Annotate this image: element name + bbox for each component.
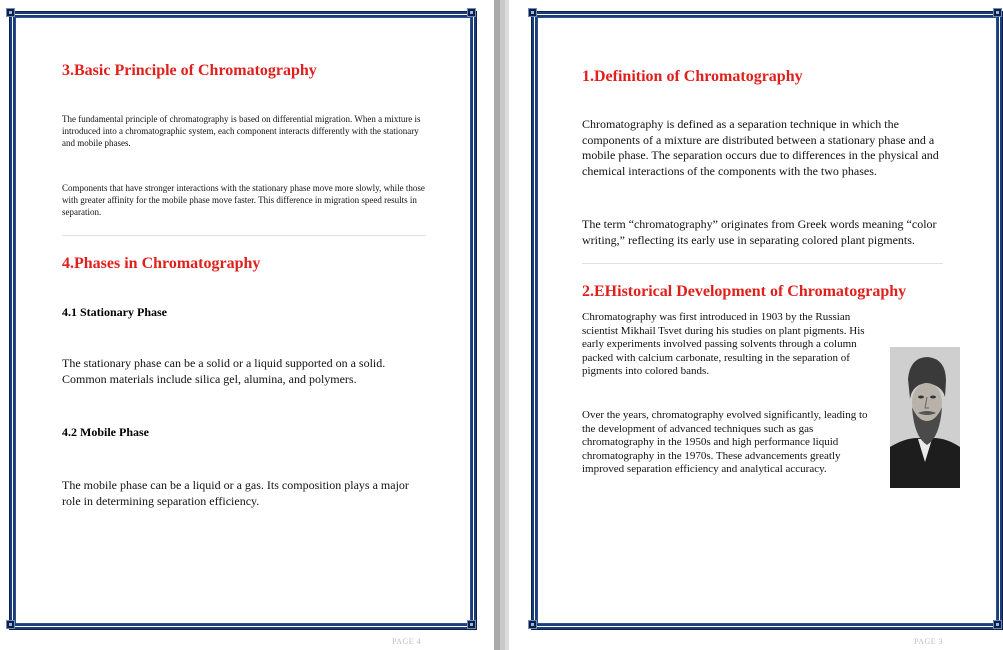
corner-ornament-icon (467, 8, 476, 17)
corner-ornament-icon (467, 620, 476, 629)
corner-ornament-icon (528, 620, 537, 629)
document-page-3 (509, 0, 1003, 650)
section-3-heading: 3.Basic Principle of Chromatography (62, 62, 317, 79)
section-3-paragraph-1: The fundamental principle of chromatography is based on differential migration. When a mixture is introduced into a chromatographic system, each component interacts differently with the stationary and mobile phases. (62, 114, 421, 148)
history-paragraph-2: Over the years, chromatography evolved significantly, leading to the development of advanced techniques such as gas chromatography in the 1950s and high performance liquid chromatography in the 1970s. These advancements greatly improved separation efficiency and analytical accuracy. (582, 408, 868, 476)
page-number: PAGE 3 (914, 637, 944, 646)
corner-ornament-icon (528, 8, 537, 17)
section-2-heading: 2.EHistorical Development of Chromatography (582, 283, 907, 300)
mobile-phase-heading: 4.2 Mobile Phase (62, 425, 149, 439)
document-page-4 (0, 0, 494, 650)
corner-ornament-icon (6, 8, 15, 17)
history-paragraph-1: Chromatography was first introduced in 1903 by the Russian scientist Mikhail Tsvet during his studies on plant pigments. His early experiments involved passing solvents through a column packed with calcium carbonate, resulting in the separation of pigments into colored bands. (582, 311, 865, 378)
corner-ornament-icon (6, 620, 15, 629)
page-content (62, 62, 426, 509)
section-4-heading: 4.Phases in Chromatography (62, 255, 261, 272)
page-gap (494, 0, 509, 650)
stationary-phase-heading: 4.1 Stationary Phase (62, 305, 167, 319)
corner-ornament-icon (993, 8, 1002, 17)
section-1-heading: 1.Definition of Chromatography (582, 68, 803, 85)
section-3-paragraph-2: Components that have stronger interactions with the stationary phase move more slowly, while those with greater affinity for the mobile phase move faster. This difference in migration speed results in separation. (62, 183, 425, 217)
definition-paragraph-1: Chromatography is defined as a separation technique in which the components of a mixture are distributed between a stationary phase and a mobile phase. The separation occurs due to differences in the physical and chemical interactions of the components with the two phases. (582, 117, 939, 178)
page-number: PAGE 4 (392, 637, 422, 646)
definition-paragraph-2: The term “chromatography” originates from Greek words meaning “color writing,” reflecting its early use in separating colored plant pigments. (582, 217, 937, 247)
mikhail-tsvet-portrait (890, 347, 960, 488)
mobile-phase-text: The mobile phase can be a liquid or a gas. Its composition plays a major role in determining separation efficiency. (62, 478, 409, 508)
section-divider (62, 235, 426, 236)
corner-ornament-icon (993, 620, 1002, 629)
section-divider (582, 263, 943, 264)
stationary-phase-text: The stationary phase can be a solid or a liquid supported on a solid. Common materials include silica gel, alumina, and polymers. (62, 356, 386, 386)
